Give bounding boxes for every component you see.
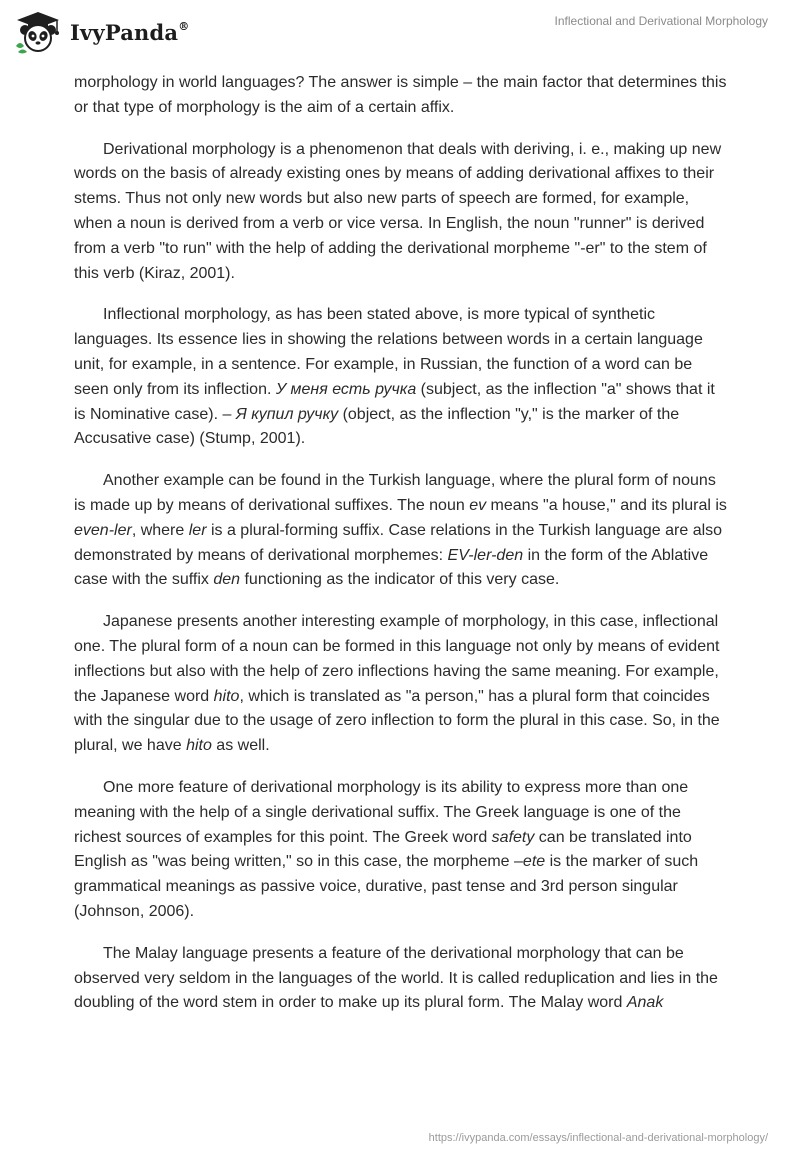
text-run: in the form of the Ablative case with the suffix (74, 546, 709, 589)
brand-name: IvyPanda® (70, 19, 190, 45)
text-run: , where (131, 521, 189, 539)
text-run: , which is translated as "a person," has a plural form that coincides with the singular due to the usage of zero inflection to form the plural in this case. So, in the plural, we have (74, 687, 720, 755)
text-run: Derivational morphology is a phenomenon that deals with deriving, i. e., making up new words on the basis of already existing ones by means of adding derivational affixes to their stems. Thus not only new words but also new parts of speech are formed, for example, when a noun is derived from a verb or vice versa. In English, the noun "runner" is derived from a verb "to run" with the help of adding the derivational morpheme "-er" to the stem of this verb (Kiraz, 2001). (74, 140, 722, 282)
text-run: One more feature of derivational morphology is its ability to express more than one meaning with the help of a single derivational suffix. The Greek language is one of the richest sources of examples for this point. The Greek word (74, 778, 689, 846)
italic-term: Anak (626, 994, 664, 1012)
italic-term: ler (188, 521, 207, 539)
italic-term: even-ler (74, 521, 132, 539)
italic-term: hito (213, 687, 240, 705)
paragraph (74, 303, 730, 452)
italic-term: hito (186, 737, 212, 755)
document-title: Inflectional and Derivational Morphology (554, 14, 768, 28)
italic-term: ete (522, 853, 546, 871)
italic-term: ev (469, 496, 487, 514)
text-run: (subject, as the inflection "a" shows that it is Nominative case). – (74, 380, 715, 423)
italic-term: den (213, 571, 241, 589)
italic-term: EV-ler-den (447, 546, 524, 564)
panda-graduation-cap-icon (14, 10, 62, 54)
text-run: functioning as the indicator of this very case. (240, 571, 560, 589)
text-run: morphology in world languages? The answer is simple – the main factor that determines this or that type of morphology is the aim of a certain affix. (74, 74, 727, 116)
paragraph (74, 138, 730, 287)
italic-term: safety (491, 828, 535, 846)
paragraph (74, 942, 730, 1016)
text-run: (object, as the inflection "y," is the marker of the Accusative case) (Stump, 2001). (74, 405, 680, 448)
text-run: Japanese presents another interesting example of morphology, in this case, inflectional one. The plural form of a noun can be formed in this language not only by means of evident inflections but also with the help of zero inflections having the same meaning. For example, the Japanese word (74, 613, 720, 705)
text-run: Inflectional morphology, as has been stated above, is more typical of synthetic languages. Its essence lies in showing the relations between words in a certain language unit, for example, in a sentence. For example, in Russian, the function of a word can be seen only from its inflection. (74, 306, 703, 398)
essay-body (74, 71, 730, 1033)
paragraph (74, 776, 730, 925)
ivypanda-logo[interactable] (14, 10, 189, 54)
text-run: can be translated into English as "was being written," so in this case, the morpheme – (74, 828, 692, 871)
text-run: is the marker of such grammatical meanings as passive voice, durative, past tense and 3rd person singular (Johnson, 2006). (74, 853, 699, 920)
paragraph (74, 469, 730, 593)
paragraph (74, 71, 730, 121)
source-url[interactable]: https://ivypanda.com/essays/inflectional-and-derivational-morphology/ (428, 1132, 768, 1144)
text-run: as well. (211, 737, 270, 755)
page-header (0, 0, 800, 64)
italic-term: Я купил ручку (235, 405, 339, 423)
text-run: The Malay language presents a feature of the derivational morphology that can be observed very seldom in the languages of the world. It is called reduplication and lies in the doubling of the word stem in order to make up its plural form. The Malay word (74, 944, 718, 1012)
text-run: Another example can be found in the Turkish language, where the plural form of nouns is made up by means of derivational suffixes. The noun (74, 472, 716, 514)
italic-term: У меня есть ручка (275, 380, 417, 398)
text-run: is a plural-forming suffix. Case relations in the Turkish language are also demonstrated by means of derivational morphemes: (74, 521, 723, 564)
paragraph (74, 610, 730, 759)
text-run: means "a house," and its plural is (486, 496, 727, 514)
